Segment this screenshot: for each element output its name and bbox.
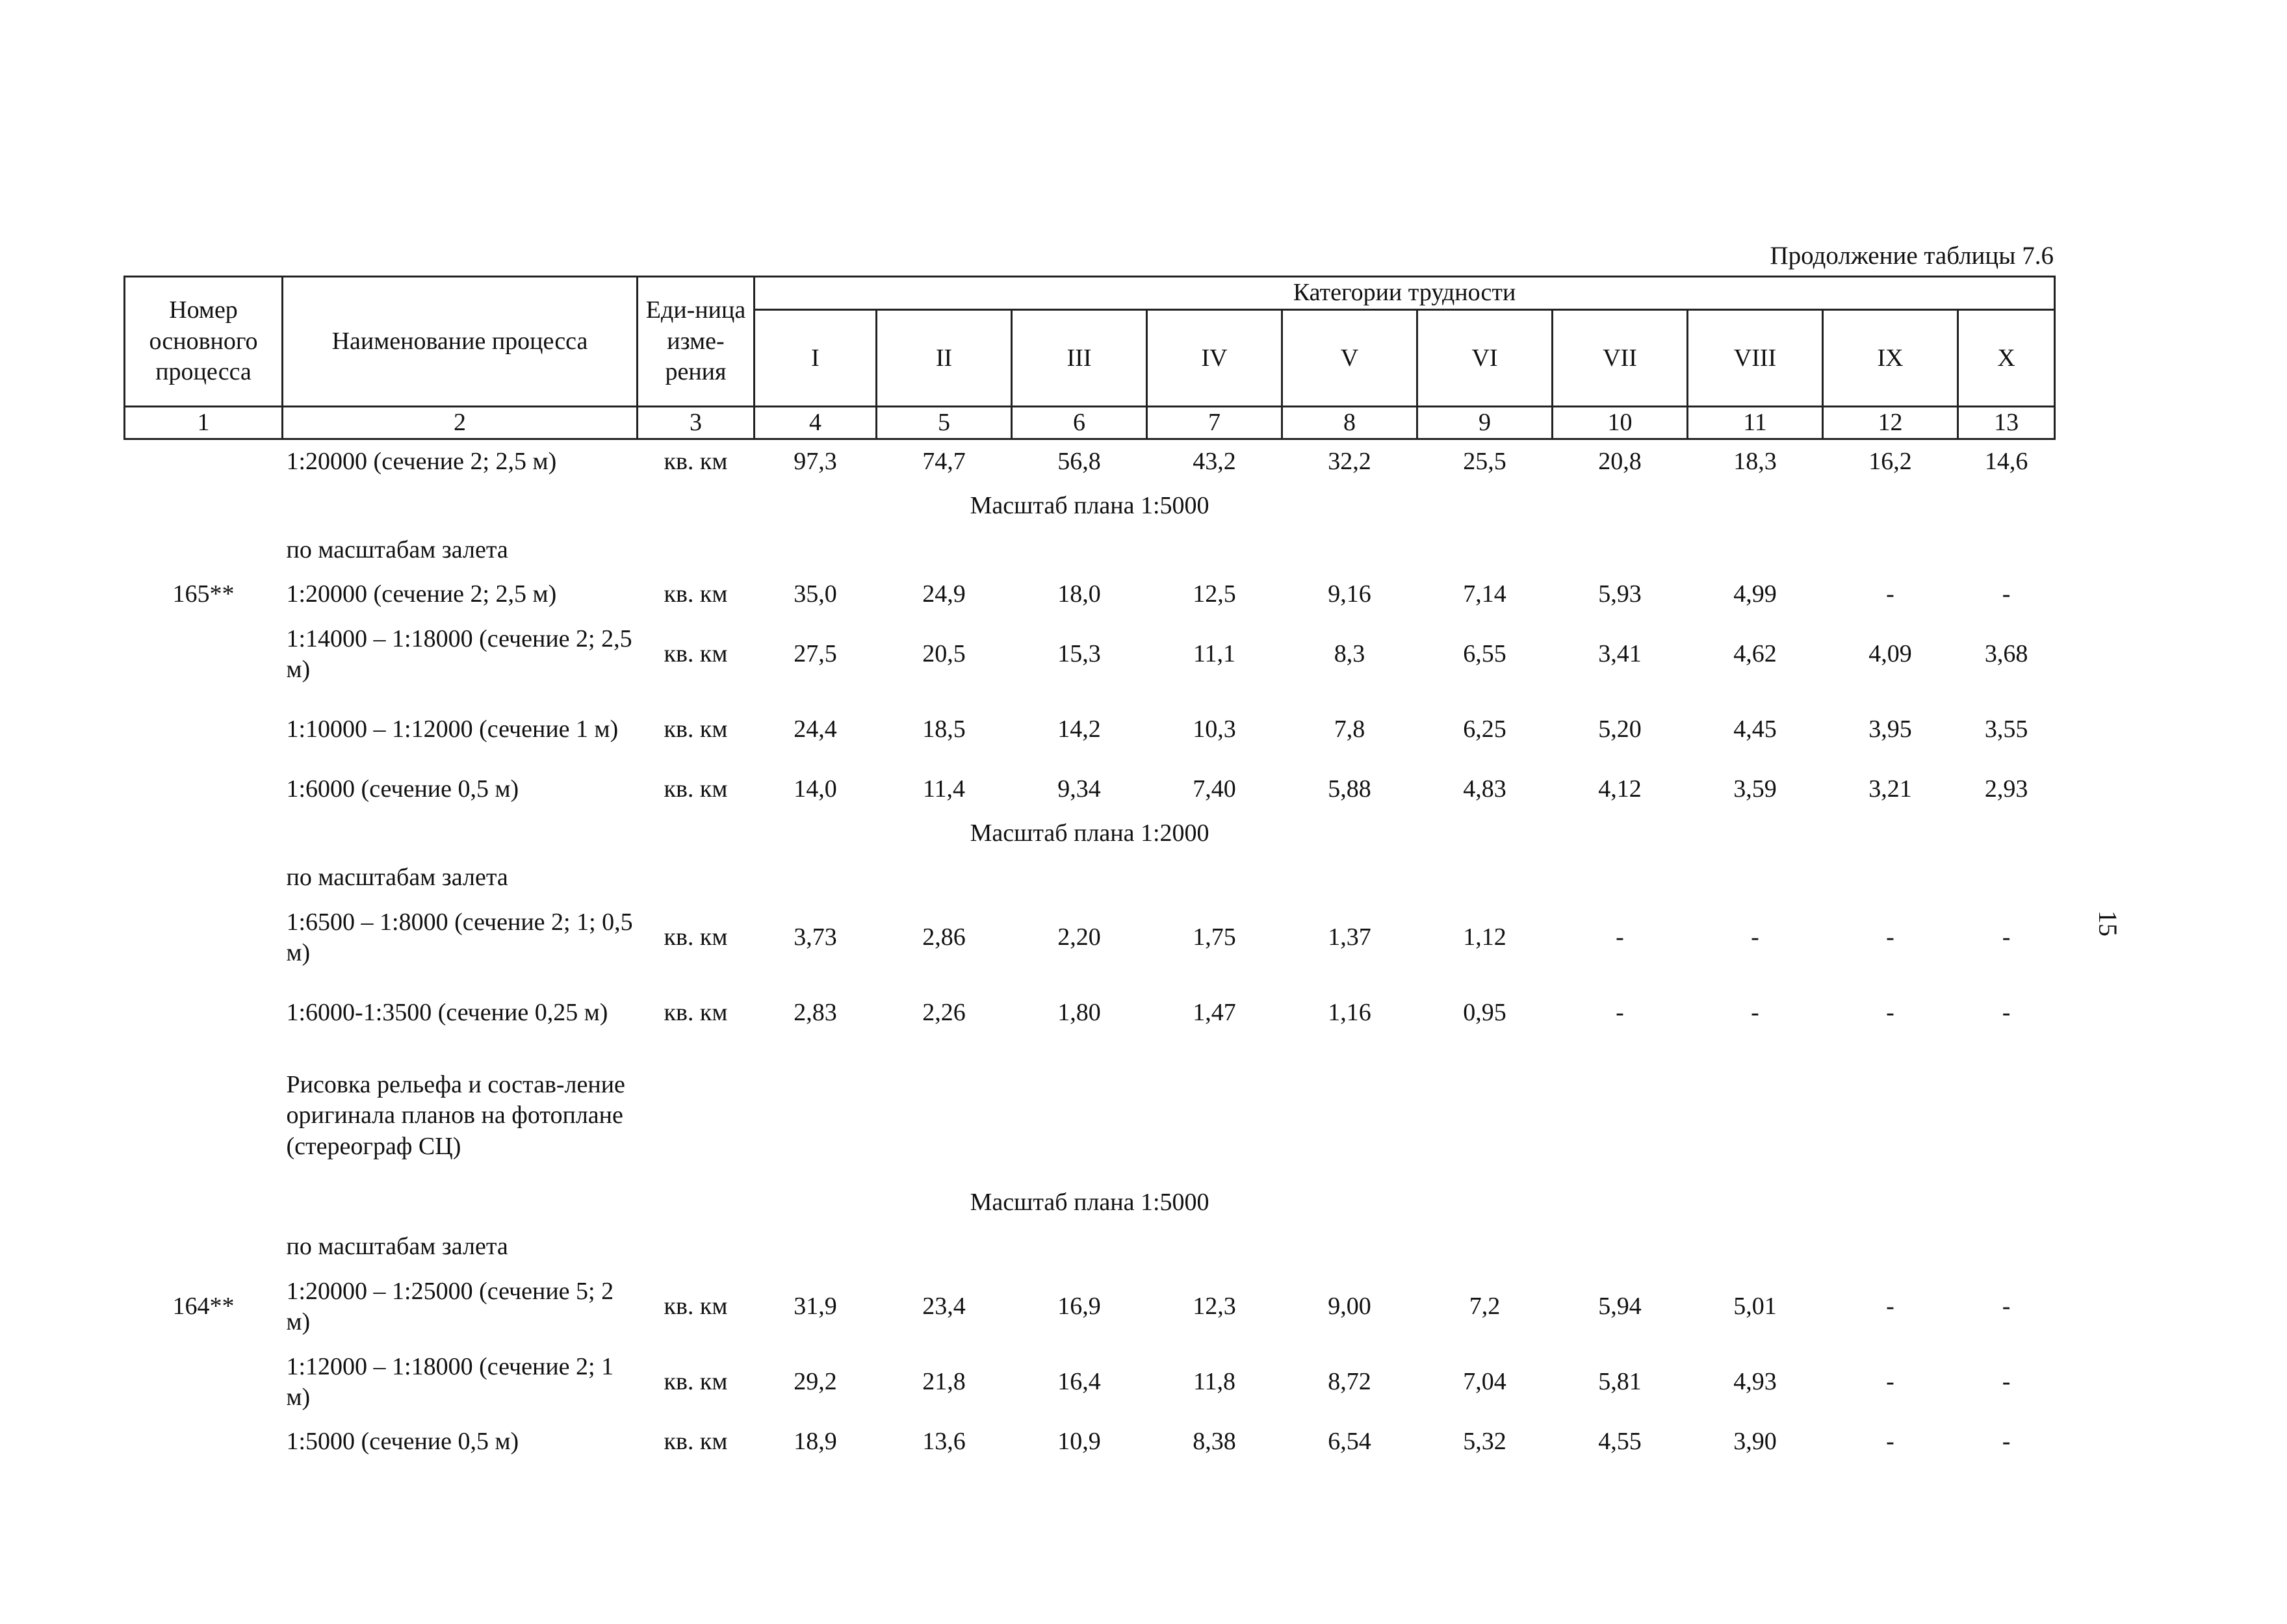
value-cell: 3,73 <box>794 923 837 951</box>
column-number: 6 <box>1012 406 1147 439</box>
value-cell <box>1688 528 1823 573</box>
value-cell: 4,62 <box>1733 640 1777 668</box>
header-category: VIII <box>1688 309 1823 406</box>
process-number <box>125 528 283 573</box>
value-cell: 14,6 <box>1984 448 2028 476</box>
value-cell: 2,83 <box>794 999 837 1027</box>
value-cell: 97,3 <box>794 448 837 476</box>
value-cell <box>1553 1051 1688 1181</box>
value-cell: - <box>2002 580 2011 608</box>
process-number <box>125 1420 283 1464</box>
unit-cell: кв. км <box>664 640 728 668</box>
column-number: 9 <box>1417 406 1553 439</box>
value-cell: 7,40 <box>1193 775 1236 803</box>
value-cell <box>1688 856 1823 900</box>
value-cell: 16,4 <box>1057 1368 1101 1396</box>
value-cell <box>1958 856 2055 900</box>
value-cell: 13,6 <box>922 1428 966 1456</box>
header-category: IX <box>1823 309 1958 406</box>
value-cell: 1,75 <box>1193 923 1236 951</box>
process-number <box>125 767 283 812</box>
process-name: 1:20000 (сечение 2; 2,5 м) <box>286 448 557 476</box>
value-cell: - <box>2002 1293 2011 1321</box>
column-number: 1 <box>125 406 283 439</box>
header-category: V <box>1282 309 1417 406</box>
header-category: X <box>1958 309 2055 406</box>
value-cell: 10,9 <box>1057 1428 1101 1456</box>
value-cell: 6,55 <box>1463 640 1506 668</box>
unit-cell <box>638 1051 755 1181</box>
value-cell: 11,8 <box>1193 1368 1236 1396</box>
value-cell: 1,47 <box>1193 999 1236 1027</box>
value-cell: - <box>2002 923 2011 951</box>
value-cell: 8,72 <box>1328 1368 1371 1396</box>
process-name: по масштабам залета <box>286 536 508 564</box>
value-cell: - <box>1751 923 1759 951</box>
column-number: 7 <box>1147 406 1282 439</box>
value-cell <box>755 528 877 573</box>
value-cell <box>1958 528 2055 573</box>
header-category: VI <box>1417 309 1553 406</box>
value-cell: 14,0 <box>794 775 837 803</box>
value-cell: 9,16 <box>1328 580 1371 608</box>
value-cell: 56,8 <box>1057 448 1101 476</box>
value-cell <box>1282 1225 1417 1269</box>
value-cell: 4,09 <box>1868 640 1912 668</box>
value-cell: 5,20 <box>1598 715 1642 743</box>
value-cell <box>1282 1051 1417 1181</box>
value-cell <box>1958 1225 2055 1269</box>
process-name: 1:6000 (сечение 0,5 м) <box>286 775 519 803</box>
value-cell: - <box>2002 1428 2011 1456</box>
process-name: Рисовка рельефа и состав-ление оригинала планов на фотоплане (стереограф СЦ) <box>286 1070 625 1160</box>
unit-cell: кв. км <box>664 1293 728 1321</box>
value-cell: 5,81 <box>1598 1368 1642 1396</box>
section-row <box>125 1181 2055 1225</box>
process-number <box>125 900 283 975</box>
process-number <box>125 1051 283 1181</box>
process-name: по масштабам залета <box>286 864 508 892</box>
table-row <box>125 573 2055 617</box>
process-name: 1:12000 – 1:18000 (сечение 2; 1 м) <box>286 1352 614 1411</box>
process-name: 1:14000 – 1:18000 (сечение 2; 2,5 м) <box>286 625 632 683</box>
value-cell <box>1553 1225 1688 1269</box>
value-cell <box>1823 1225 1958 1269</box>
column-number: 2 <box>283 406 638 439</box>
value-cell: 7,04 <box>1463 1368 1506 1396</box>
value-cell: 2,20 <box>1057 923 1101 951</box>
value-cell <box>877 856 1012 900</box>
table-row <box>125 1051 2055 1181</box>
page-number: 15 <box>2093 910 2123 936</box>
value-cell: - <box>1886 1428 1894 1456</box>
header-category: IV <box>1147 309 1282 406</box>
value-cell: 0,95 <box>1463 999 1506 1027</box>
value-cell: 3,21 <box>1868 775 1912 803</box>
value-cell: 11,4 <box>922 775 966 803</box>
value-cell: 15,3 <box>1057 640 1101 668</box>
value-cell: 24,4 <box>794 715 837 743</box>
value-cell <box>1553 528 1688 573</box>
unit-cell <box>638 528 755 573</box>
value-cell <box>1012 528 1147 573</box>
value-cell: 35,0 <box>794 580 837 608</box>
process-name: 1:20000 – 1:25000 (сечение 5; 2 м) <box>286 1277 614 1335</box>
table-row <box>125 1269 2055 1345</box>
value-cell <box>1958 1051 2055 1181</box>
value-cell <box>1012 1225 1147 1269</box>
table-row <box>125 617 2055 692</box>
value-cell: 3,59 <box>1733 775 1777 803</box>
unit-cell: кв. км <box>664 923 728 951</box>
process-number <box>125 975 283 1051</box>
header-category: II <box>877 309 1012 406</box>
unit-cell: кв. км <box>664 999 728 1027</box>
column-number: 13 <box>1958 406 2055 439</box>
value-cell: - <box>1616 999 1624 1027</box>
value-cell: 4,55 <box>1598 1428 1642 1456</box>
header-process-number: Номер основного процесса <box>125 277 283 407</box>
unit-cell: кв. км <box>664 715 728 743</box>
column-number: 5 <box>877 406 1012 439</box>
value-cell: - <box>1751 999 1759 1027</box>
section-row <box>125 812 2055 856</box>
value-cell: 18,0 <box>1057 580 1101 608</box>
header-category: VII <box>1553 309 1688 406</box>
value-cell: 4,83 <box>1463 775 1506 803</box>
section-title: Масштаб плана 1:5000 <box>970 492 1209 520</box>
unit-cell: кв. км <box>664 1368 728 1396</box>
column-number: 4 <box>755 406 877 439</box>
table-row <box>125 692 2055 767</box>
unit-cell <box>638 1225 755 1269</box>
value-cell: 2,86 <box>922 923 966 951</box>
value-cell: - <box>1886 999 1894 1027</box>
column-number: 12 <box>1823 406 1958 439</box>
value-cell <box>1147 1051 1282 1181</box>
value-cell <box>877 1051 1012 1181</box>
value-cell: 6,54 <box>1328 1428 1371 1456</box>
value-cell: 2,26 <box>922 999 966 1027</box>
value-cell: 5,32 <box>1463 1428 1506 1456</box>
value-cell: 4,12 <box>1598 775 1642 803</box>
value-cell: 7,14 <box>1463 580 1506 608</box>
value-cell: 18,5 <box>922 715 966 743</box>
value-cell <box>1553 856 1688 900</box>
value-cell <box>1147 1225 1282 1269</box>
value-cell: 12,3 <box>1193 1293 1236 1321</box>
value-cell: 11,1 <box>1193 640 1236 668</box>
table-header <box>125 277 2055 439</box>
value-cell: 5,93 <box>1598 580 1642 608</box>
value-cell: 5,94 <box>1598 1293 1642 1321</box>
value-cell: 27,5 <box>794 640 837 668</box>
column-number: 8 <box>1282 406 1417 439</box>
value-cell: 23,4 <box>922 1293 966 1321</box>
value-cell: 3,90 <box>1733 1428 1777 1456</box>
unit-cell: кв. км <box>664 775 728 803</box>
value-cell: - <box>1886 923 1894 951</box>
value-cell: 20,8 <box>1598 448 1642 476</box>
section-title: Масштаб плана 1:2000 <box>970 819 1209 847</box>
value-cell: 4,93 <box>1733 1368 1777 1396</box>
process-number <box>125 856 283 900</box>
value-cell: 20,5 <box>922 640 966 668</box>
unit-cell: кв. км <box>664 1428 728 1456</box>
value-cell: 18,9 <box>794 1428 837 1456</box>
value-cell: 10,3 <box>1193 715 1236 743</box>
value-cell <box>1147 528 1282 573</box>
value-cell: 5,88 <box>1328 775 1371 803</box>
process-number <box>125 439 283 485</box>
header-process-name: Наименование процесса <box>283 277 638 407</box>
table-row <box>125 900 2055 975</box>
table-row <box>125 439 2055 485</box>
section-title: Масштаб плана 1:5000 <box>970 1189 1209 1217</box>
value-cell: 9,34 <box>1057 775 1101 803</box>
process-number: 164** <box>172 1293 235 1321</box>
process-number <box>125 1225 283 1269</box>
value-cell <box>1688 1051 1823 1181</box>
value-cell <box>1417 528 1553 573</box>
table-row <box>125 1345 2055 1420</box>
column-number: 10 <box>1553 406 1688 439</box>
header-categories: Категории трудности <box>755 277 2055 310</box>
table-row <box>125 1420 2055 1464</box>
value-cell: 31,9 <box>794 1293 837 1321</box>
value-cell <box>1417 1051 1553 1181</box>
value-cell: 9,00 <box>1328 1293 1371 1321</box>
value-cell: 8,38 <box>1193 1428 1236 1456</box>
value-cell: - <box>1886 580 1894 608</box>
process-number <box>125 692 283 767</box>
table-row <box>125 975 2055 1051</box>
value-cell <box>1688 1225 1823 1269</box>
value-cell: 16,2 <box>1868 448 1912 476</box>
table-caption: Продолжение таблицы 7.6 <box>1770 242 2054 270</box>
table-row <box>125 856 2055 900</box>
value-cell: 1,80 <box>1057 999 1101 1027</box>
value-cell <box>755 856 877 900</box>
table-row <box>125 528 2055 573</box>
value-cell: - <box>1616 923 1624 951</box>
value-cell: 1,12 <box>1463 923 1506 951</box>
value-cell: 1,37 <box>1328 923 1371 951</box>
process-name: 1:6000-1:3500 (сечение 0,25 м) <box>286 999 608 1027</box>
value-cell: 3,68 <box>1984 640 2028 668</box>
value-cell: 7,8 <box>1334 715 1365 743</box>
value-cell: 29,2 <box>794 1368 837 1396</box>
process-number <box>125 1345 283 1420</box>
column-number: 3 <box>638 406 755 439</box>
value-cell: 43,2 <box>1193 448 1236 476</box>
value-cell: 3,95 <box>1868 715 1912 743</box>
process-name: 1:5000 (сечение 0,5 м) <box>286 1428 519 1456</box>
value-cell: - <box>2002 1368 2011 1396</box>
value-cell: - <box>1886 1368 1894 1396</box>
value-cell: 14,2 <box>1057 715 1101 743</box>
value-cell <box>1282 856 1417 900</box>
value-cell <box>877 1225 1012 1269</box>
value-cell: 24,9 <box>922 580 966 608</box>
header-category: III <box>1012 309 1147 406</box>
value-cell <box>1417 856 1553 900</box>
value-cell: 8,3 <box>1334 640 1365 668</box>
table-body <box>125 439 2055 1465</box>
value-cell: 2,93 <box>1984 775 2028 803</box>
value-cell <box>1823 1051 1958 1181</box>
value-cell <box>877 528 1012 573</box>
unit-cell: кв. км <box>664 580 728 608</box>
process-name: 1:6500 – 1:8000 (сечение 2; 1; 0,5 м) <box>286 908 633 966</box>
column-number: 11 <box>1688 406 1823 439</box>
value-cell <box>755 1225 877 1269</box>
header-unit: Еди-ница изме-рения <box>638 277 755 407</box>
process-number: 165** <box>172 580 235 608</box>
unit-cell: кв. км <box>664 448 728 476</box>
value-cell <box>1012 856 1147 900</box>
value-cell: 32,2 <box>1328 448 1371 476</box>
table-row <box>125 767 2055 812</box>
value-cell: 16,9 <box>1057 1293 1101 1321</box>
value-cell: 25,5 <box>1463 448 1506 476</box>
value-cell: - <box>1886 1293 1894 1321</box>
value-cell <box>1282 528 1417 573</box>
value-cell: 1,16 <box>1328 999 1371 1027</box>
value-cell: 5,01 <box>1733 1293 1777 1321</box>
process-number <box>125 617 283 692</box>
table-row <box>125 1225 2055 1269</box>
value-cell: 7,2 <box>1469 1293 1501 1321</box>
unit-cell <box>638 856 755 900</box>
value-cell: 4,45 <box>1733 715 1777 743</box>
section-row <box>125 484 2055 528</box>
value-cell: 6,25 <box>1463 715 1506 743</box>
value-cell <box>1823 528 1958 573</box>
process-name: 1:20000 (сечение 2; 2,5 м) <box>286 580 557 608</box>
norms-table <box>123 276 2056 1464</box>
value-cell <box>1417 1225 1553 1269</box>
value-cell <box>1012 1051 1147 1181</box>
value-cell: 12,5 <box>1193 580 1236 608</box>
value-cell: - <box>2002 999 2011 1027</box>
header-category: I <box>755 309 877 406</box>
value-cell: 74,7 <box>922 448 966 476</box>
column-number-row <box>125 406 2055 439</box>
value-cell: 3,55 <box>1984 715 2028 743</box>
process-name: 1:10000 – 1:12000 (сечение 1 м) <box>286 715 619 743</box>
value-cell: 21,8 <box>922 1368 966 1396</box>
value-cell <box>755 1051 877 1181</box>
process-name: по масштабам залета <box>286 1233 508 1261</box>
value-cell: 3,41 <box>1598 640 1642 668</box>
value-cell <box>1147 856 1282 900</box>
value-cell <box>1823 856 1958 900</box>
value-cell: 18,3 <box>1733 448 1777 476</box>
value-cell: 4,99 <box>1733 580 1777 608</box>
